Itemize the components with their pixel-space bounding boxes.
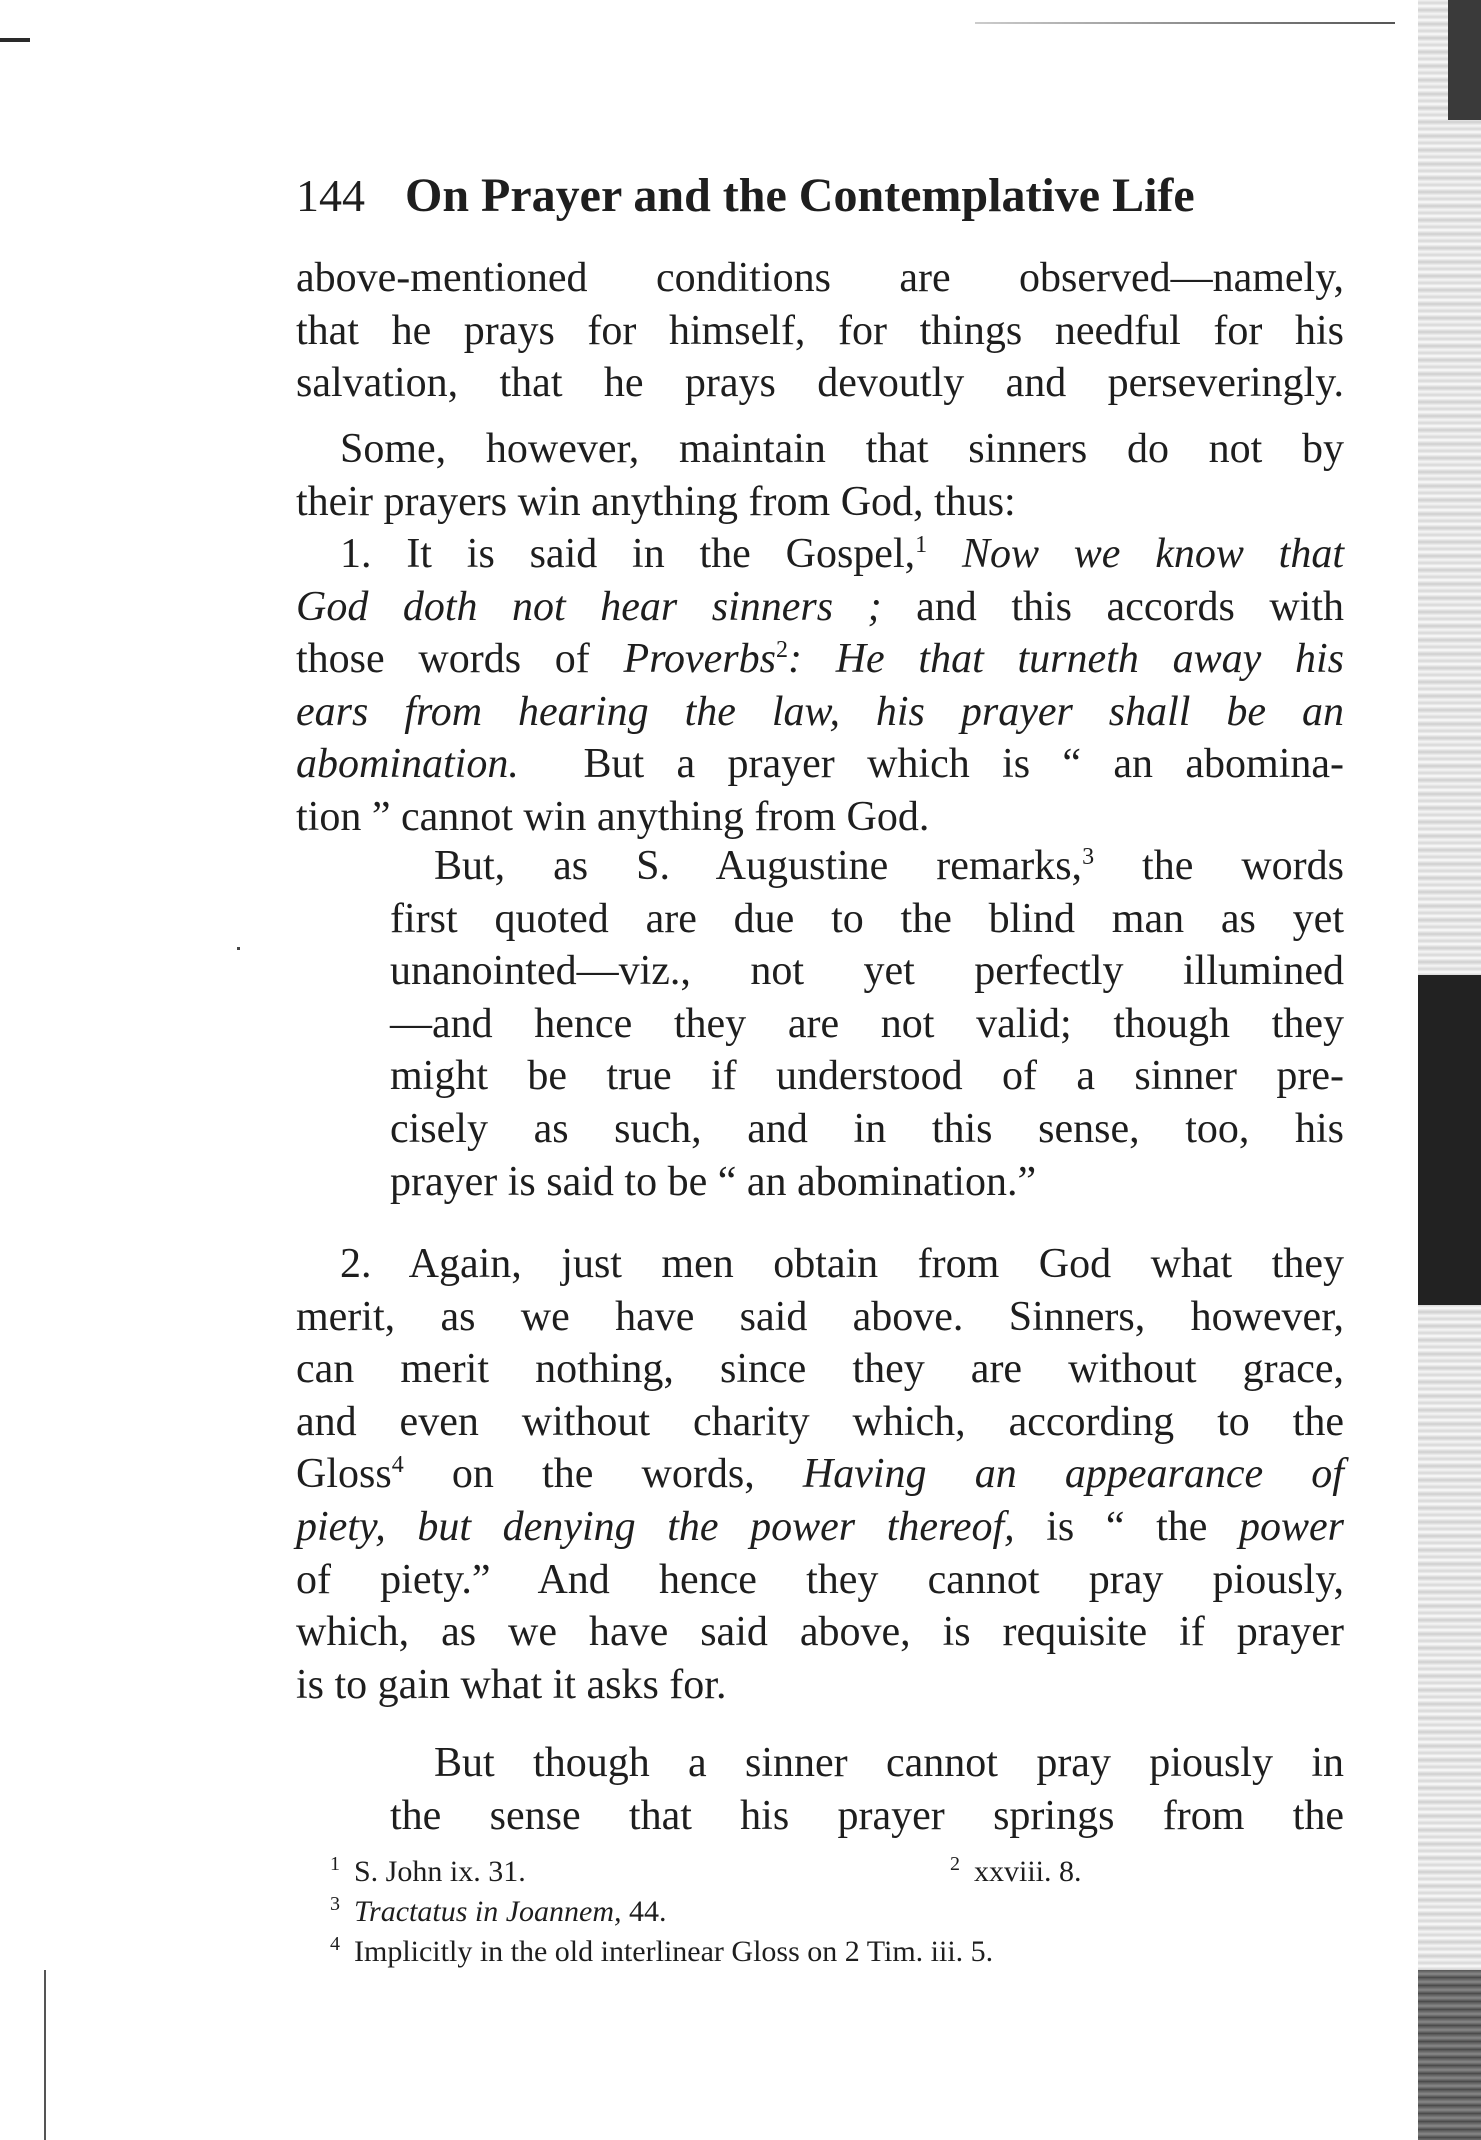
- scripture-quote: ears from hearing the law, his prayer shall be an: [296, 688, 1344, 735]
- objection-number: 1.: [340, 531, 372, 577]
- text-line: [296, 581, 1344, 634]
- text-line: unanointed—viz., not yet perfectly illumined: [390, 948, 1344, 995]
- paragraph-continuation: [296, 252, 1344, 410]
- text-line: —and hence they are not valid; though they: [390, 1000, 1344, 1047]
- text-line: might be true if understood of a sinner pre-: [390, 1053, 1344, 1100]
- scripture-quote: abomination.: [296, 741, 519, 788]
- italic-word: power: [1239, 1503, 1344, 1550]
- scripture-quote: : He that turneth away his: [787, 636, 1344, 683]
- footnote-ref: 3: [1082, 844, 1095, 870]
- text-line: salvation, that he prays devoutly and perseveringly.: [296, 360, 1344, 407]
- scan-edge-shadow-bottom: [1418, 1970, 1481, 2140]
- scan-page-edge: [1418, 0, 1481, 2140]
- text-span: is “ the: [1014, 1503, 1239, 1550]
- footnote-text: 44.: [621, 1895, 667, 1928]
- running-header: [296, 168, 1336, 228]
- footnote-text: Tractatus in Joannem,: [354, 1895, 622, 1928]
- text-span: Gloss: [296, 1451, 392, 1498]
- text-span: and this accords with: [881, 583, 1345, 630]
- footnote-text: xxviii. 8.: [974, 1855, 1082, 1888]
- text-line: and even without charity which, according to the: [296, 1398, 1344, 1445]
- objection-number: 2.: [340, 1241, 372, 1287]
- footnote-text: Implicitly in the old interlinear Gloss on 2 Tim. iii. 5.: [354, 1935, 994, 1968]
- text-span: Again, just men obtain from God what they: [408, 1241, 1344, 1287]
- text-line: [296, 686, 1344, 739]
- text-line: which, as we have said above, is requisite if prayer: [296, 1609, 1344, 1656]
- text-line: can merit nothing, since they are without grace,: [296, 1346, 1344, 1393]
- paragraph-reply-2: [390, 1737, 1344, 1842]
- text-line: [296, 1501, 1344, 1554]
- text-line: [296, 633, 1344, 686]
- footnotes: [330, 1852, 1330, 1972]
- footnote-row: [330, 1932, 1330, 1972]
- scan-artifact-line: [975, 22, 1395, 24]
- text-line: [296, 1448, 1344, 1501]
- scripture-quote: piety, but denying the power thereof,: [296, 1503, 1015, 1550]
- text-line: first quoted are due to the blind man as yet: [390, 895, 1344, 942]
- text-line: is to gain what it asks for.: [296, 1661, 727, 1708]
- footnote-row: [330, 1892, 1330, 1932]
- text-line: [296, 1238, 1344, 1291]
- text-span: But a prayer which is “ an abomina-: [583, 741, 1344, 788]
- text-span: on the words,: [403, 1451, 803, 1498]
- text-line: merit, as we have said above. Sinners, however,: [296, 1293, 1344, 1340]
- footnote-ref: 1: [915, 532, 928, 558]
- book-reference: Proverbs: [623, 636, 776, 683]
- page-number: 144: [296, 170, 365, 221]
- scripture-quote: Now we know that: [961, 531, 1345, 577]
- paragraph-objection-1: [296, 528, 1344, 844]
- footnote-row: [330, 1852, 1330, 1892]
- text-line: cisely as such, and in this sense, too, his: [390, 1105, 1344, 1152]
- text-line: their prayers win anything from God, thus:: [296, 478, 1016, 525]
- text-span: the words: [1094, 843, 1344, 889]
- text-line: prayer is said to be “ an abomination.”: [390, 1158, 1037, 1205]
- text-line: the sense that his prayer springs from the: [390, 1792, 1344, 1839]
- footnote-marker: 2: [950, 1853, 960, 1875]
- footnote-text: S. John ix. 31.: [354, 1855, 526, 1888]
- text-line: of piety.” And hence they cannot pray piously,: [296, 1556, 1344, 1603]
- text-line: But though a sinner cannot pray piously in: [434, 1740, 1344, 1786]
- text-span: It is said in the Gospel,: [406, 531, 916, 577]
- footnote-marker: 1: [330, 1853, 340, 1875]
- paragraph-reply-1: [390, 840, 1344, 1208]
- text-line: that he prays for himself, for things needful for his: [296, 307, 1344, 354]
- text-line: Some, however, maintain that sinners do not by: [340, 426, 1344, 472]
- footnote-column-2: [950, 1852, 1082, 1892]
- text-line: [296, 528, 1344, 581]
- footnote-marker: 3: [330, 1893, 340, 1915]
- text-span: those words of: [296, 636, 624, 683]
- scan-edge-shadow-middle: [1418, 975, 1481, 1305]
- scripture-quote: God doth not hear sinners ;: [296, 583, 882, 630]
- text-line: [390, 840, 1344, 893]
- scan-artifact-dot: [237, 947, 240, 950]
- scan-artifact-margin-line: [44, 1970, 46, 2140]
- text-line: tion ” cannot win anything from God.: [296, 793, 930, 840]
- text-line: above-mentioned conditions are observed—namely,: [296, 255, 1344, 301]
- scripture-quote: Having an appearance of: [802, 1451, 1344, 1498]
- footnote-ref: 2: [775, 637, 788, 664]
- text-line: [296, 738, 1344, 791]
- scan-artifact-mark: [0, 38, 30, 42]
- paragraph-objection-intro: [296, 423, 1344, 528]
- scan-edge-shadow-top: [1448, 0, 1481, 120]
- paragraph-objection-2: [296, 1238, 1344, 1711]
- footnote-marker: 4: [330, 1933, 340, 1955]
- text-span: But, as S. Augustine remarks,: [434, 843, 1083, 889]
- footnote-ref: 4: [391, 1452, 404, 1479]
- running-title: On Prayer and the Contemplative Life: [405, 169, 1195, 222]
